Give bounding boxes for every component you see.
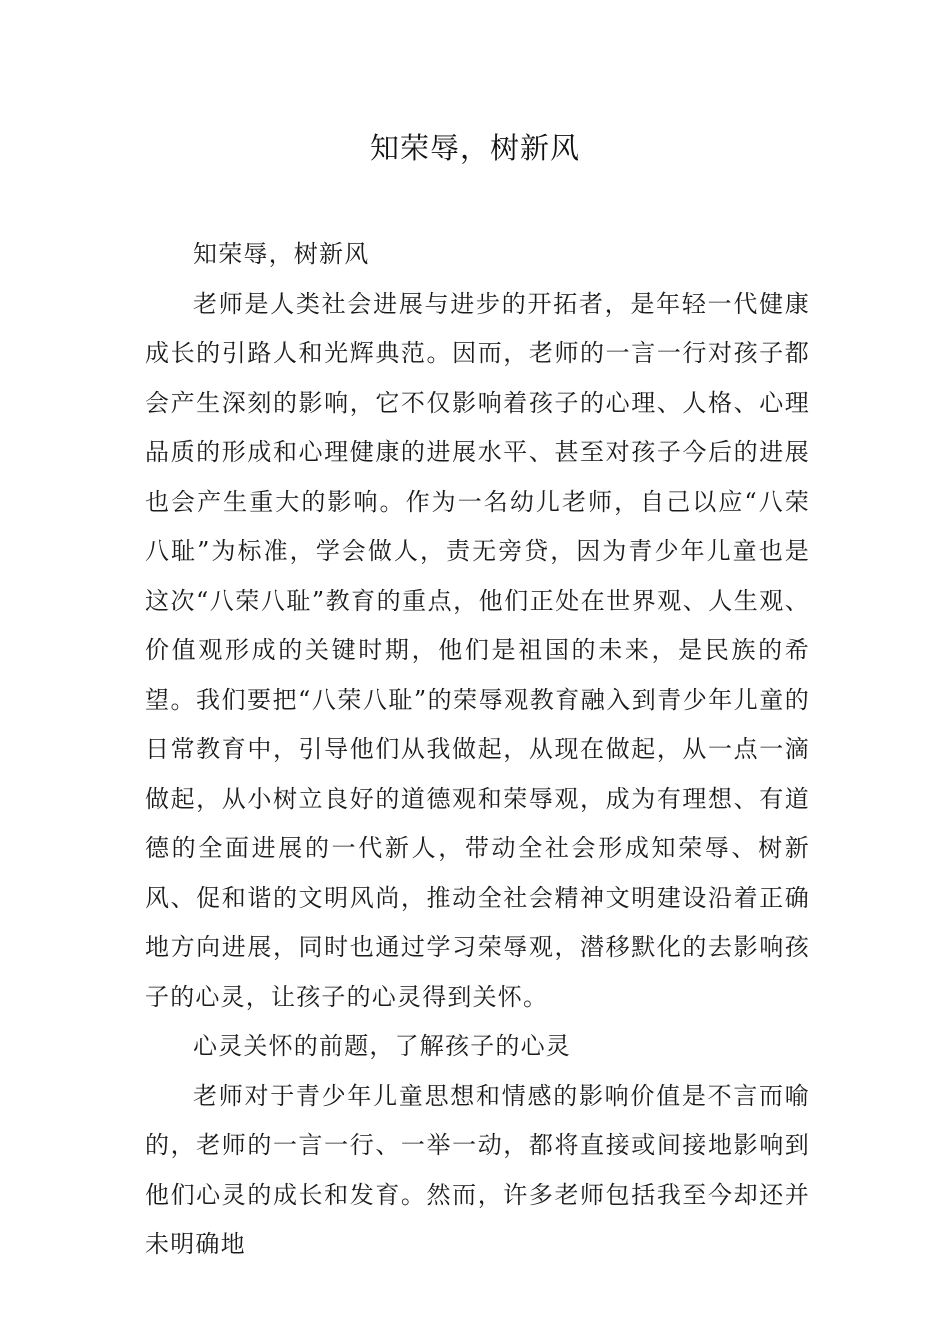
document-title: 知荣辱，树新风 [369,131,580,165]
paragraph-section-heading: 心灵关怀的前题，了解孩子的心灵 [193,1032,571,1060]
paragraph-subtitle: 知荣辱，树新风 [193,240,370,268]
paragraph-body-2: 老师对于青少年儿童思想和情感的影响价值是不言而喻的，老师的一言一行、一举一动，都将直接或间接地影响到他们心灵的成长和发育。然而，许多老师包括我至今却还并未明确地 [145,1081,810,1258]
paragraph-body-1: 老师是人类社会进展与进步的开拓者，是年轻一代健康成长的引路人和光辉典范。因而，老师的一言一行对孩子都会产生深刻的影响，它不仅影响着孩子的心理、人格、心理品质的形成和心理健康的进展水平、甚至对孩子今后的进展也会产生重大的影响。作为一名幼儿老师，自己以应“八荣八耻”为标准，学会做人，责无旁贷，因为青少年儿童也是这次“八荣八耻”教育的重点，他们正处在世界观、人生观、价值观形成的关键时期，他们是祖国的未来，是民族的希望。我们要把“八荣八耻”的荣辱观教育融入到青少年儿童的日常教育中，引导他们从我做起，从现在做起，从一点一滴做起，从小树立良好的道德观和荣辱观，成为有理想、有道德的全面进展的一代新人，带动全社会形成知荣辱、树新风、促和谐的文明风尚，推动全社会精神文明建设沿着正确地方向进展，同时也通过学习荣辱观，潜移默化的去影响孩子的心灵，让孩子的心灵得到关怀。 [145,289,810,1011]
document-body [145,230,810,1270]
